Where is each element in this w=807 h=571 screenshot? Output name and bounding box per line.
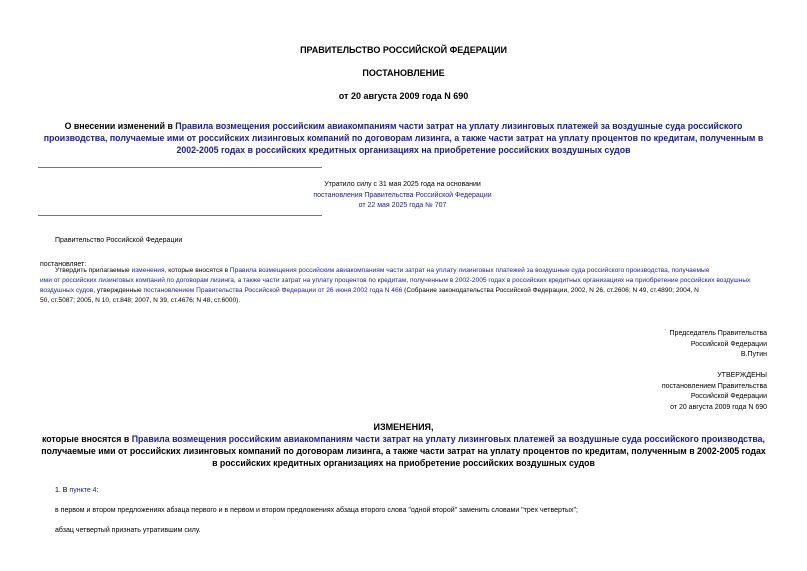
- approved-line2: постановлением Правительства: [661, 382, 767, 390]
- title-link-rules[interactable]: Правила возмещения российским авиакомпаниям части затрат на уплату лизинговых платежей за воздушные суда российского: [175, 121, 743, 131]
- title-link-rules-line2[interactable]: производства, получаемые ими от российских лизинговых компаний по договорам лизинга, а также части затрат на уплату процентов по кредитам, полученным в: [43, 133, 764, 143]
- changes-sub-line3: в российских кредитных организациях на приобретение российских воздушных судов: [212, 458, 595, 468]
- document-title: [20, 120, 787, 156]
- approved-block: [662, 371, 767, 413]
- p1-after: , утвержденные: [93, 287, 144, 294]
- link-rules[interactable]: Правила возмещения российским авиакомпаниям части затрат на уплату лизинговых платежей за воздушные суда российского производства, получаемые: [229, 267, 710, 274]
- p1-tail: (Собрание законодательства Российской Федерации, 2002, N 26, ст.2606; N 49, ст.4890; 2004, N: [402, 287, 699, 294]
- changes-subtitle: [20, 433, 787, 469]
- status-note-line1: Утратило силу с 31 мая 2025 года на основании: [324, 181, 481, 188]
- p1-mid: , которые вносятся в: [164, 267, 230, 274]
- decides-text: постановляет:: [40, 261, 87, 268]
- item-1-b: абзац четвертый признать утратившим силу.: [55, 527, 201, 534]
- signature-line2: Российской Федерации: [690, 340, 767, 348]
- title-prefix: О внесении изменений в: [64, 121, 176, 131]
- p1-start: Утвердить прилагаемые: [55, 267, 132, 274]
- divider-bottom: [38, 215, 322, 216]
- link-rules-end[interactable]: воздушных судов: [40, 287, 94, 294]
- approved-line4: от 20 августа 2009 года N 690: [670, 403, 767, 411]
- item-1: [55, 486, 99, 497]
- item1-suffix: :: [96, 487, 99, 494]
- link-decree-466[interactable]: постановлением Правительства Российской Федерации от 26 июня 2002 года N 466: [143, 287, 403, 294]
- changes-link-rules[interactable]: Правила возмещения российским авиакомпаниям части затрат на уплату лизинговых платежей за воздушные суда российского производства,: [131, 434, 765, 444]
- changes-sub-prefix: которые вносятся в: [41, 434, 132, 444]
- status-note-link-decree[interactable]: постановления Правительства Российской Федерации: [313, 191, 492, 199]
- signature-block: [670, 329, 767, 361]
- intro-text: Правительство Российской Федерации: [55, 237, 183, 244]
- signature-name: В.Путин: [740, 351, 767, 358]
- document-date-number: от 20 августа 2009 года N 690: [338, 91, 469, 101]
- main-paragraph: [40, 266, 770, 306]
- changes-sub-line2: получаемые ими от российских лизинговых компаний по договорам лизинга, а также части затрат на уплату процентов по кредитам, полученным в 2002-2005 годах: [41, 446, 766, 456]
- approved-line1: УТВЕРЖДЕНЫ: [717, 372, 767, 379]
- status-note: [240, 180, 565, 212]
- divider-top: [38, 167, 322, 168]
- item-1-a: в первом и втором предложениях абзаца первого и в первом и втором предложениях абзаца второго слова "одной второй" заменить словами "трех четвертых";: [55, 507, 578, 514]
- document-type: ПОСТАНОВЛЕНИЕ: [362, 68, 445, 78]
- changes-title: ИЗМЕНЕНИЯ,: [373, 422, 434, 432]
- p1-line4: 50, ст.5087; 2005, N 10, ст.848; 2007, N 39, ст.4676; N 48, ст.6000).: [40, 297, 241, 304]
- title-link-rules-line3[interactable]: 2002-2005 годах в российских кредитных организациях на приобретение российских воздушных судов: [176, 145, 631, 155]
- link-changes[interactable]: изменения: [131, 267, 165, 274]
- status-note-link-date[interactable]: от 22 мая 2025 года № 707: [358, 202, 447, 209]
- link-point-4[interactable]: пункте 4: [69, 487, 97, 494]
- link-rules-cont[interactable]: ими от российских лизинговых компаний по договорам лизинга, а также части затрат на уплату процентов по кредитам, полученным в 2002-2005 годах в российских кредитных организациях на приобретение российских воздушных: [40, 277, 751, 284]
- approved-line3: Российской Федерации: [690, 393, 767, 400]
- item1-prefix: 1. В: [55, 487, 70, 494]
- signature-line1: Председатель Правительства: [669, 330, 767, 337]
- government-name: ПРАВИТЕЛЬСТВО РОССИЙСКОЙ ФЕДЕРАЦИИ: [300, 45, 507, 55]
